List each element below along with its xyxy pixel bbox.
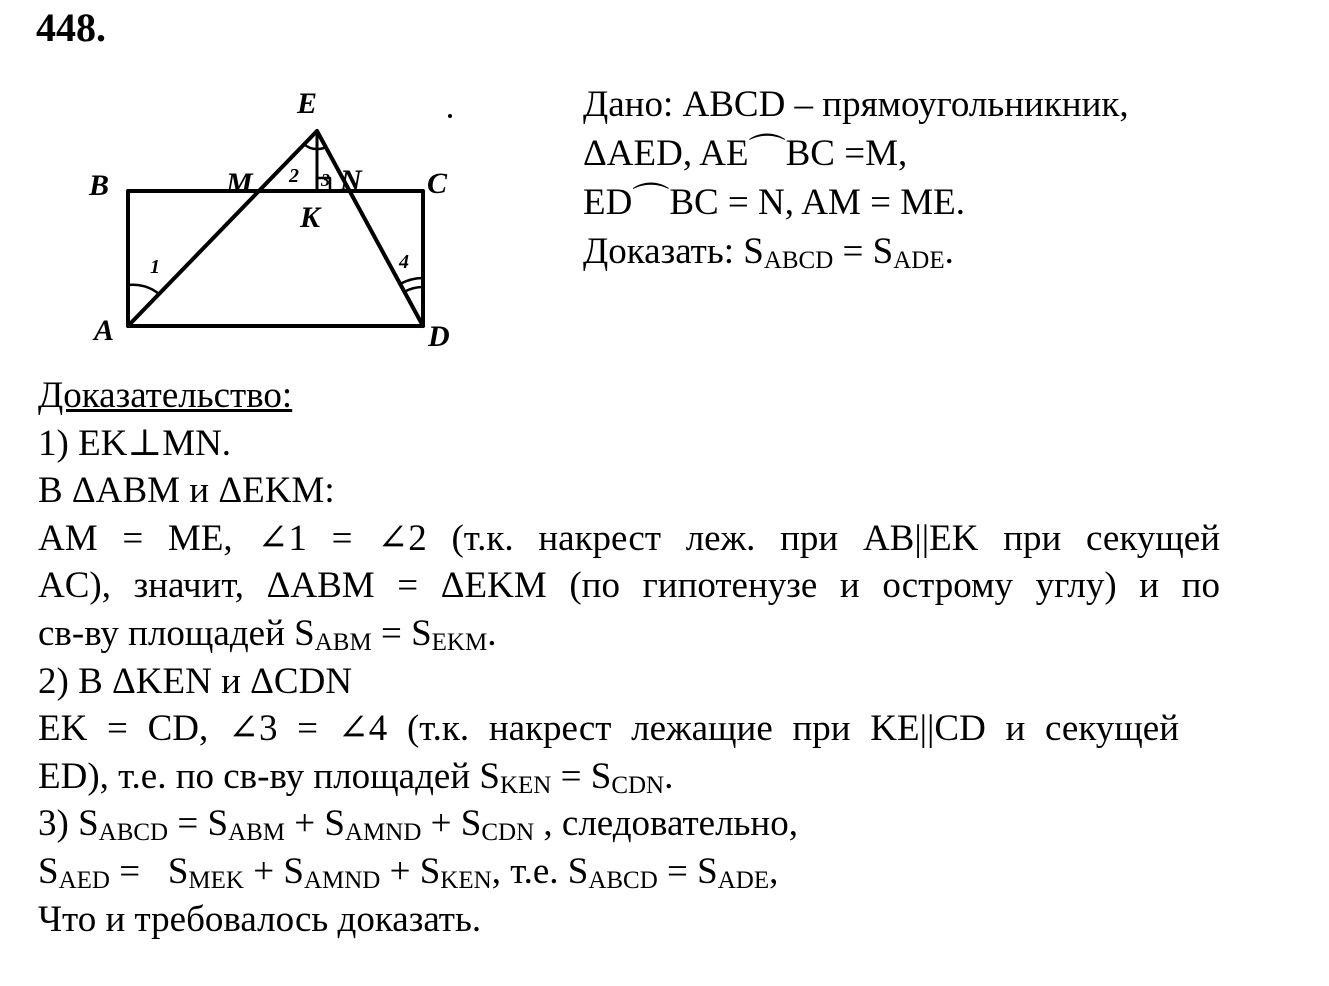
proof-step-1: 1) EK⊥MN. [38, 422, 232, 464]
proof-step-2: 2) В ΔKEN и ΔCDN [38, 660, 353, 702]
proof-step-3: 3) $S_{ABCD} = S_{ABM} + S_{AMND} + S_{CDN}$ , следовательно, [38, 803, 798, 847]
prove-statement: Доказать: $S_{ABCD} = S_{ADE}$. [583, 231, 954, 274]
label-m: M [226, 167, 253, 200]
proof-line-2: В ΔABM и ΔEKM: [38, 470, 335, 512]
angle-label-4: 4 [399, 251, 409, 273]
angle-label-2: 2 [289, 165, 299, 187]
label-e: E [297, 87, 318, 120]
geometry-figure [0, 0, 480, 360]
segment-ed [317, 131, 423, 326]
proof-line-10: $S_{AED} = S_{MEK} + S_{AMND} + S_{KEN}$, т.е. $S_{ABCD} = S_{ADE}$, [38, 850, 779, 894]
proof-line-8: ED), т.е. по св-ву площадей $S_{KEN} = S_{CDN}$. [38, 755, 674, 799]
label-c: C [427, 167, 448, 200]
angle-label-1: 1 [150, 256, 160, 278]
proof-line-3: AM = ME, ∠1 = ∠2 (т.к. накрест леж. при AB||EK при секущей [38, 517, 1220, 559]
segment-ae [128, 131, 317, 326]
label-k: K [300, 201, 321, 234]
angle-mark-4-outer [400, 278, 423, 284]
label-a: A [94, 314, 115, 347]
label-n: N [340, 164, 362, 197]
label-d: D [428, 320, 450, 353]
angle-mark-2 [304, 144, 317, 149]
angle-mark-1 [128, 285, 159, 294]
given-line-3: ED⌒BC = N, AM = ME. [583, 182, 965, 223]
given-block [583, 80, 1129, 276]
proof-line-4: AC), значит, ΔABM = ΔEKM (по гипотенузе и острому углу) и по [38, 565, 1220, 607]
proof-conclusion: Что и требовалось доказать. [38, 898, 482, 940]
rectangle-abcd [128, 191, 423, 326]
given-line-1: Дано: ABCD – прямоугольникник, [583, 84, 1129, 125]
problem-number: 448. [36, 5, 106, 50]
dot-mark [449, 115, 452, 118]
given-line-2: ΔAED, AE⌒BC =M, [583, 133, 908, 174]
label-b: B [89, 169, 110, 202]
proof-line-5: св-ву площадей $S_{ABM} = S_{EKM}$. [38, 612, 497, 656]
angle-mark-4-inner [404, 287, 423, 292]
angle-label-3: 3 [321, 170, 330, 190]
proof-block [38, 372, 1288, 943]
proof-line-7: EK = CD, ∠3 = ∠4 (т.к. накрест лежащие при KE||CD и секущей [38, 708, 1179, 750]
proof-heading: Доказательство: [38, 375, 293, 416]
